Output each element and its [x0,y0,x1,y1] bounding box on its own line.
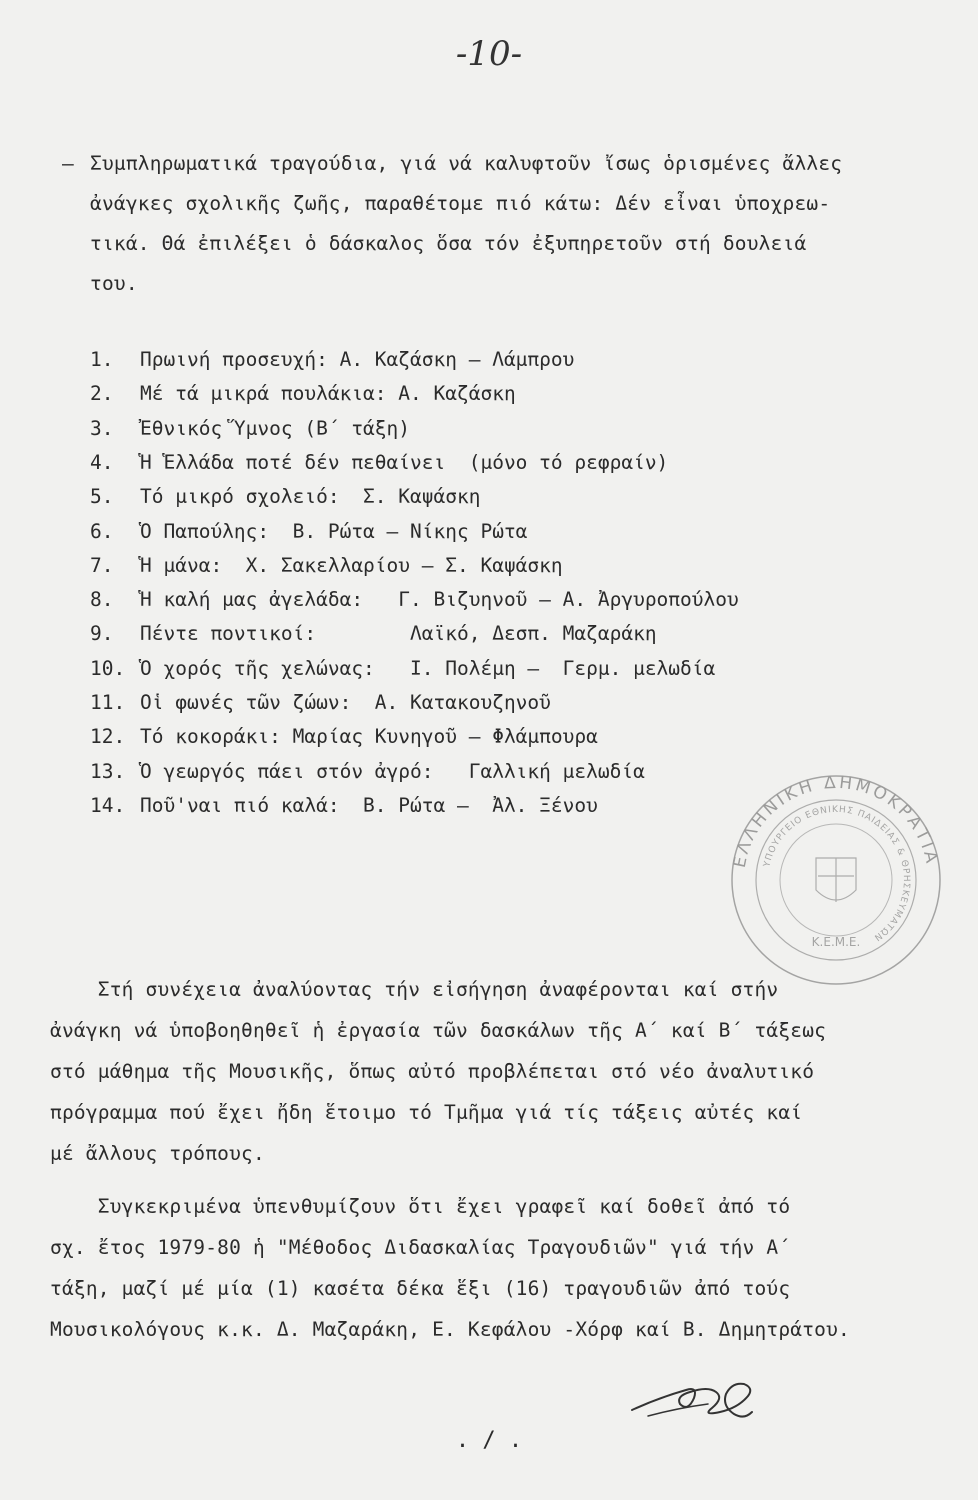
list-item-text: Ἡ μάνα: Χ. Σακελλαρίου – Σ. Καψάσκη [140,553,563,577]
list-item-number: 11. [90,691,126,714]
text-line: Συμπληρωματικά τραγούδια, γιά νά καλυφτοῦν ἴσως ὁρισμένες ἄλλες [90,152,843,175]
list-item-number: 6. [90,519,114,543]
list-item-number: 9. [90,622,114,646]
list-item-text: Μέ τά μικρά πουλάκια: Α. Καζάσκη [140,382,516,406]
list-item-number: 4. [90,450,114,474]
page-footer-marker: . / . [455,1428,523,1453]
text-line: μέ ἄλλους τρόπους. [50,1142,265,1165]
text-line: Συγκεκριμένα ὑπενθυμίζουν ὅτι ἔχει γραφεῖ καί δοθεῖ ἀπό τό [50,1195,791,1218]
list-item-text: Ἡ Ἑλλάδα ποτέ δέν πεθαίνει (μόνο τό ρεφραίν) [140,450,669,474]
text-line: πρόγραμμα πού ἔχει ἤδη ἕτοιμο τό Τμῆμα γιά τίς τάξεις αὐτές καί [50,1101,803,1124]
list-item-text: Ποῦ'ναι πιό καλά: Β. Ρώτα – Ἀλ. Ξένου [140,793,598,817]
list-item-number: 2. [90,382,114,406]
official-stamp [726,770,946,990]
list-item-text: Πρωινή προσευχή: Α. Καζάσκη – Λάμπρου [140,348,575,371]
list-item-text: Πέντε ποντικοί: Λαϊκό, Δεσπ. Μαζαράκη [140,622,657,646]
list-item-text: Ἡ καλή μας ἀγελάδα: Γ. Βιζυηνοῦ – Α. Ἀργυροπούλου [140,588,739,612]
text-line: τάξη, μαζί μέ μία (1) κασέτα δέκα ἕξι (16) τραγουδιῶν ἀπό τούς [50,1277,791,1300]
list-item-number: 13. [90,759,126,783]
handwritten-signature [628,1368,758,1428]
coat-of-arms-icon [816,858,856,902]
list-item-text: Τό κοκοράκι: Μαρίας Κυνηγοῦ – Φλάμπουρα [140,725,598,749]
list-item-number: 10. [90,656,126,680]
svg-text:Κ.Ε.Μ.Ε.: Κ.Ε.Μ.Ε. [811,935,861,949]
list-item-number: 12. [90,725,126,749]
list-item-number: 3. [90,416,114,440]
svg-text:ΥΠΟΥΡΓΕΙΟ ΕΘΝΙΚΗΣ ΠΑΙΔΕΙΑΣ & Θ: ΥΠΟΥΡΓΕΙΟ ΕΘΝΙΚΗΣ ΠΑΙΔΕΙΑΣ & ΘΡΗΣΚΕΥΜΑΤΩΝ [762,804,912,943]
list-item-number: 1. [90,348,114,371]
list-item-number: 5. [90,485,114,509]
list-dash: – [62,152,74,175]
text-line: του. [90,272,138,295]
text-line: ἀνάγκη νά ὑποβοηθηθεῖ ἡ ἐργασία τῶν δασκάλων τῆς Α΄ καί Β΄ τάξεως [50,1019,827,1042]
list-item-number: 7. [90,553,114,577]
list-item-text: Ἐθνικός Ὕμνος (Β΄ τάξη) [140,416,411,440]
page-number: -10- [455,34,523,74]
list-item-text: Οἱ φωνές τῶν ζώων: Α. Κατακουζηνοῦ [140,691,551,714]
list-item-text: Ὁ γεωργός πάει στόν ἀγρό: Γαλλική μελωδία [140,759,645,783]
text-line: σχ. ἔτος 1979-80 ἡ "Μέθοδος Διδασκαλίας Τραγουδιῶν" γιά τήν Α΄ [50,1236,791,1259]
text-line: ἀνάγκες σχολικῆς ζωῆς, παραθέτομε πιό κάτω: Δέν εἶναι ὑποχρεω- [90,192,831,215]
list-item-text: Ὁ Παπούλης: Β. Ρώτα – Νίκης Ρώτα [140,519,528,543]
list-item-number: 14. [90,793,126,817]
list-item-text: Τό μικρό σχολειό: Σ. Καψάσκη [140,485,481,509]
list-item-text: Ὁ χορός τῆς χελώνας: Ι. Πολέμη – Γερμ. μελωδία [140,656,716,680]
text-line: Στή συνέχεια ἀναλύοντας τήν εἰσήγηση ἀναφέρονται καί στήν [50,978,779,1001]
text-line: τικά. Θά ἐπιλέξει ὁ δάσκαλος ὅσα τόν ἐξυπηρετοῦν στή δουλειά [90,232,807,255]
text-line: στό μάθημα τῆς Μουσικῆς, ὅπως αὐτό προβλέπεται στό νέο ἀναλυτικό [50,1060,815,1083]
text-line: Μουσικολόγους κ.κ. Δ. Μαζαράκη, Ε. Κεφάλου -Χόρφ καί Β. Δημητράτου. [50,1318,850,1341]
list-item-number: 8. [90,588,114,612]
svg-text:ΕΛΛΗΝΙΚΗ ΔΗΜΟΚΡΑΤΙΑ: ΕΛΛΗΝΙΚΗ ΔΗΜΟΚΡΑΤΙΑ [729,772,942,870]
